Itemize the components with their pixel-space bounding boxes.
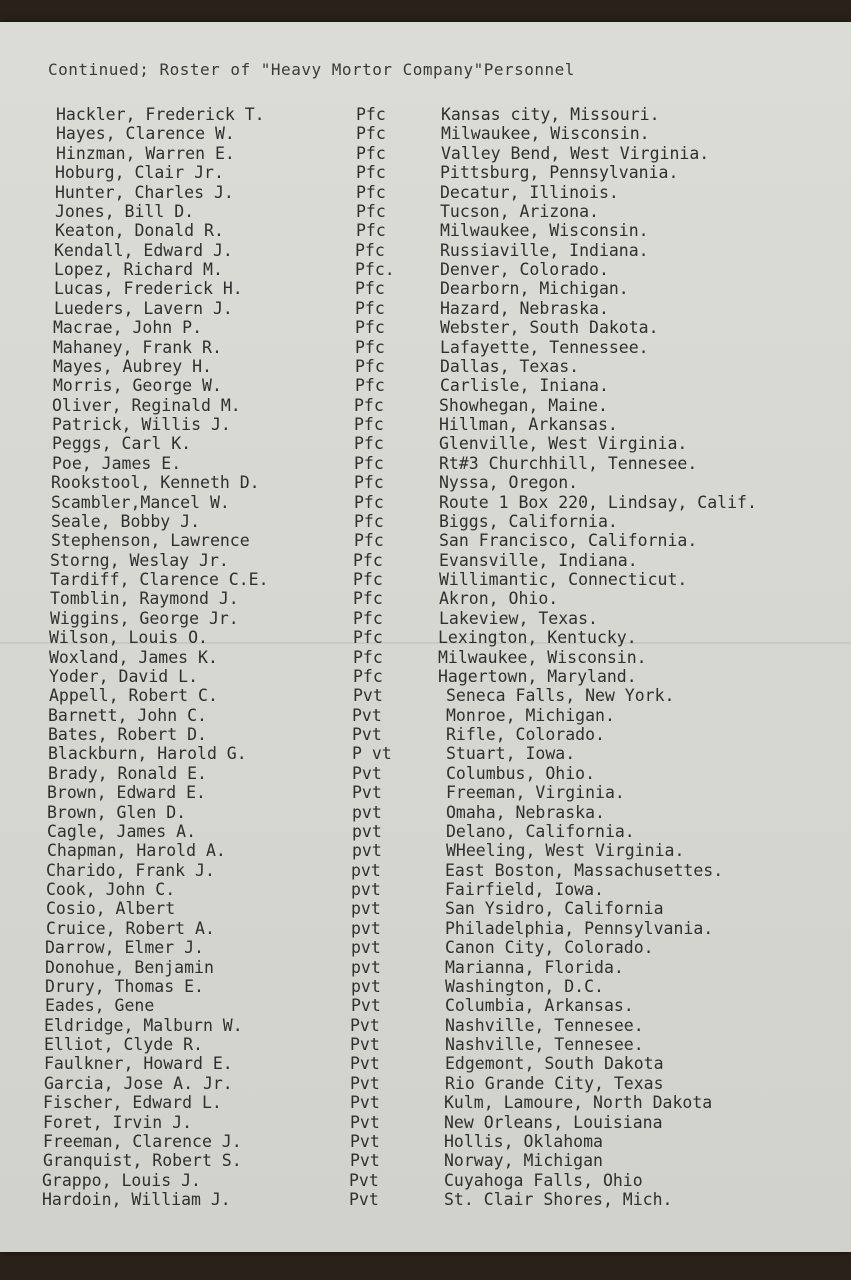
roster-row xyxy=(0,1151,851,1170)
roster-row xyxy=(0,919,851,938)
roster-rank: Pfc xyxy=(355,241,385,260)
roster-hometown: Tucson, Arizona. xyxy=(440,202,599,221)
roster-row xyxy=(0,357,851,376)
roster-rank: Pfc xyxy=(355,299,385,318)
roster-name: Tardiff, Clarence C.E. xyxy=(50,570,269,589)
roster-hometown: Dallas, Texas. xyxy=(440,357,580,376)
roster-row xyxy=(0,241,851,260)
roster-hometown: Rt#3 Churchhill, Tennesee. xyxy=(439,454,698,473)
roster-name: Granquist, Robert S. xyxy=(43,1151,242,1170)
roster-row xyxy=(0,163,851,182)
roster-name: Macrae, John P. xyxy=(53,318,203,337)
roster-name: Bates, Robert D. xyxy=(48,725,207,744)
roster-row xyxy=(0,144,851,163)
roster-rank: Pvt xyxy=(351,996,381,1015)
roster-name: Chapman, Harold A. xyxy=(47,841,226,860)
roster-hometown: Kansas city, Missouri. xyxy=(441,105,660,124)
roster-hometown: Cuyahoga Falls, Ohio xyxy=(444,1171,643,1190)
roster-hometown: Philadelphia, Pennsylvania. xyxy=(445,919,714,938)
roster-row xyxy=(0,841,851,860)
roster-hometown: Showhegan, Maine. xyxy=(439,396,608,415)
roster-row xyxy=(0,686,851,705)
roster-row xyxy=(0,493,851,512)
roster-name: Foret, Irvin J. xyxy=(43,1113,193,1132)
roster-name: Appell, Robert C. xyxy=(49,686,218,705)
roster-name: Hardoin, William J. xyxy=(42,1190,231,1209)
roster-hometown: Milwaukee, Wisconsin. xyxy=(441,124,650,143)
roster-name: Cosio, Albert xyxy=(46,899,176,918)
roster-rank: Pfc xyxy=(354,396,384,415)
roster-hometown: San Francisco, California. xyxy=(439,531,698,550)
roster-rank: Pfc xyxy=(353,589,383,608)
roster-hometown: Washington, D.C. xyxy=(445,977,604,996)
roster-row xyxy=(0,1016,851,1035)
roster-hometown: Nashville, Tennesee. xyxy=(445,1035,644,1054)
roster-name: Barnett, John C. xyxy=(48,706,207,725)
roster-rank: pvt xyxy=(352,822,382,841)
page-title: Continued; Roster of "Heavy Mortor Company"Personnel xyxy=(48,60,575,79)
roster-row xyxy=(0,260,851,279)
roster-rank: Pvt xyxy=(352,783,382,802)
roster-hometown: Route 1 Box 220, Lindsay, Calif. xyxy=(439,493,757,512)
roster-name: Yoder, David L. xyxy=(49,667,199,686)
roster-hometown: Lexington, Kentucky. xyxy=(438,628,637,647)
roster-name: Rookstool, Kenneth D. xyxy=(51,473,260,492)
roster-row xyxy=(0,396,851,415)
roster-rank: Pvt xyxy=(350,1074,380,1093)
roster-hometown: Nyssa, Oregon. xyxy=(439,473,579,492)
roster-name: Cagle, James A. xyxy=(47,822,197,841)
roster-hometown: Akron, Ohio. xyxy=(439,589,559,608)
roster-row xyxy=(0,551,851,570)
roster-name: Kendall, Edward J. xyxy=(54,241,233,260)
roster-rank: pvt xyxy=(351,938,381,957)
roster-name: Drury, Thomas E. xyxy=(45,977,204,996)
roster-row xyxy=(0,648,851,667)
roster-row xyxy=(0,124,851,143)
roster-hometown: Decatur, Illinois. xyxy=(440,183,619,202)
roster-name: Oliver, Reginald M. xyxy=(52,396,241,415)
roster-name: Hoburg, Clair Jr. xyxy=(55,163,224,182)
roster-name: Donohue, Benjamin xyxy=(45,958,214,977)
roster-row xyxy=(0,105,851,124)
roster-hometown: Evansville, Indiana. xyxy=(439,551,638,570)
roster-name: Lucas, Frederick H. xyxy=(54,279,243,298)
roster-row xyxy=(0,473,851,492)
roster-name: Charido, Frank J. xyxy=(46,861,215,880)
roster-rank: Pfc xyxy=(355,376,385,395)
roster-rank: Pfc xyxy=(356,144,386,163)
roster-name: Eldridge, Malburn W. xyxy=(44,1016,243,1035)
roster-name: Garcia, Jose A. Jr. xyxy=(44,1074,233,1093)
roster-name: Tomblin, Raymond J. xyxy=(50,589,239,608)
roster-rank: Pfc xyxy=(355,279,385,298)
roster-name: Poe, James E. xyxy=(52,454,182,473)
roster-row xyxy=(0,1132,851,1151)
roster-hometown: Monroe, Michigan. xyxy=(446,706,615,725)
roster-row xyxy=(0,744,851,763)
roster-row xyxy=(0,958,851,977)
roster-row xyxy=(0,1035,851,1054)
roster-row xyxy=(0,803,851,822)
roster-rank: pvt xyxy=(351,880,381,899)
roster-rank: pvt xyxy=(352,841,382,860)
roster-row xyxy=(0,880,851,899)
roster-hometown: Fairfield, Iowa. xyxy=(445,880,604,899)
roster-hometown: Omaha, Nebraska. xyxy=(446,803,605,822)
roster-row xyxy=(0,531,851,550)
roster-rank: Pfc xyxy=(356,124,386,143)
roster-row xyxy=(0,1190,851,1209)
roster-row xyxy=(0,996,851,1015)
roster-row xyxy=(0,454,851,473)
roster-rank: Pfc xyxy=(354,512,384,531)
roster-rank: Pfc xyxy=(356,202,386,221)
roster-row xyxy=(0,338,851,357)
roster-rank: Pfc xyxy=(354,415,384,434)
roster-name: Storng, Weslay Jr. xyxy=(50,551,229,570)
roster-name: Mayes, Aubrey H. xyxy=(53,357,212,376)
roster-hometown: Rifle, Colorado. xyxy=(446,725,605,744)
roster-rank: Pfc xyxy=(356,163,386,182)
roster-row xyxy=(0,1054,851,1073)
roster-rank: Pvt xyxy=(349,1190,379,1209)
roster-row xyxy=(0,299,851,318)
roster-hometown: Biggs, California. xyxy=(439,512,618,531)
roster-hometown: Seneca Falls, New York. xyxy=(446,686,675,705)
roster-row xyxy=(0,279,851,298)
roster-row xyxy=(0,1113,851,1132)
roster-row xyxy=(0,977,851,996)
roster-hometown: Nashville, Tennesee. xyxy=(445,1016,644,1035)
roster-hometown: Milwaukee, Wisconsin. xyxy=(440,221,649,240)
roster-hometown: Canon City, Colorado. xyxy=(445,938,654,957)
roster-name: Stephenson, Lawrence xyxy=(51,531,250,550)
roster-name: Mahaney, Frank R. xyxy=(53,338,222,357)
roster-row xyxy=(0,667,851,686)
roster-row xyxy=(0,1093,851,1112)
roster-hometown: Lafayette, Tennessee. xyxy=(440,338,649,357)
roster-rank: Pvt xyxy=(353,686,383,705)
roster-name: Cook, John C. xyxy=(46,880,176,899)
roster-hometown: East Boston, Massachusettes. xyxy=(445,861,724,880)
roster-hometown: Willimantic, Connecticut. xyxy=(439,570,688,589)
roster-name: Brady, Ronald E. xyxy=(48,764,207,783)
roster-hometown: Lakeview, Texas. xyxy=(439,609,598,628)
roster-hometown: Hillman, Arkansas. xyxy=(439,415,618,434)
roster-hometown: Glenville, West Virginia. xyxy=(439,434,688,453)
roster-rank: Pvt xyxy=(349,1171,379,1190)
roster-row xyxy=(0,609,851,628)
roster-hometown: Columbia, Arkansas. xyxy=(445,996,634,1015)
roster-rank: Pfc xyxy=(356,183,386,202)
roster-hometown: Stuart, Iowa. xyxy=(446,744,576,763)
roster-row xyxy=(0,376,851,395)
roster-rank: Pfc xyxy=(353,609,383,628)
roster-hometown: Russiaville, Indiana. xyxy=(440,241,649,260)
roster-rank: Pfc xyxy=(353,648,383,667)
roster-row xyxy=(0,861,851,880)
roster-name: Keaton, Donald R. xyxy=(55,221,224,240)
roster-rank: Pfc xyxy=(353,667,383,686)
roster-hometown: Hollis, Oklahoma xyxy=(444,1132,603,1151)
roster-name: Peggs, Carl K. xyxy=(52,434,192,453)
roster-row xyxy=(0,725,851,744)
roster-name: Scambler,Mancel W. xyxy=(51,493,230,512)
roster-hometown: New Orleans, Louisiana xyxy=(444,1113,663,1132)
roster-row xyxy=(0,183,851,202)
roster-name: Faulkner, Howard E. xyxy=(44,1054,233,1073)
roster-row xyxy=(0,512,851,531)
roster-hometown: Kulm, Lamoure, North Dakota xyxy=(444,1093,713,1112)
roster-name: Freeman, Clarence J. xyxy=(43,1132,242,1151)
roster-rank: pvt xyxy=(352,803,382,822)
roster-name: Lueders, Lavern J. xyxy=(54,299,233,318)
roster-row xyxy=(0,1074,851,1093)
roster-row xyxy=(0,938,851,957)
roster-hometown: Delano, California. xyxy=(446,822,635,841)
roster-hometown: Marianna, Florida. xyxy=(445,958,624,977)
roster-hometown: Edgemont, South Dakota xyxy=(445,1054,664,1073)
roster-row xyxy=(0,318,851,337)
roster-name: Cruice, Robert A. xyxy=(46,919,215,938)
roster-rank: Pfc xyxy=(353,570,383,589)
roster-rank: Pfc xyxy=(353,628,383,647)
roster-rank: Pvt xyxy=(350,1054,380,1073)
roster-rank: Pvt xyxy=(350,1132,380,1151)
roster-name: Blackburn, Harold G. xyxy=(48,744,247,763)
roster-name: Fischer, Edward L. xyxy=(43,1093,222,1112)
roster-hometown: Rio Grande City, Texas xyxy=(445,1074,664,1093)
roster-row xyxy=(0,764,851,783)
roster-rank: Pvt xyxy=(352,706,382,725)
roster-rank: Pvt xyxy=(350,1035,380,1054)
roster-rank: pvt xyxy=(351,958,381,977)
roster-rank: Pfc xyxy=(356,105,386,124)
roster-hometown: Webster, South Dakota. xyxy=(440,318,659,337)
roster-row xyxy=(0,706,851,725)
roster-rank: Pfc xyxy=(354,531,384,550)
roster-name: Morris, George W. xyxy=(53,376,222,395)
roster-rank: Pvt xyxy=(350,1151,380,1170)
roster-row xyxy=(0,415,851,434)
roster-rank: Pfc xyxy=(354,454,384,473)
roster-rank: Pvt xyxy=(352,725,382,744)
roster-name: Woxland, James K. xyxy=(49,648,218,667)
roster-name: Hackler, Frederick T. xyxy=(56,105,265,124)
roster-hometown: Columbus, Ohio. xyxy=(446,764,596,783)
roster-rank: Pfc. xyxy=(355,260,395,279)
roster-row xyxy=(0,589,851,608)
roster-name: Seale, Bobby J. xyxy=(51,512,201,531)
roster-row xyxy=(0,822,851,841)
roster-rank: Pfc xyxy=(355,338,385,357)
roster-rank: Pvt xyxy=(352,764,382,783)
roster-hometown: Dearborn, Michigan. xyxy=(440,279,629,298)
roster-name: Eades, Gene xyxy=(45,996,155,1015)
roster-rank: Pfc xyxy=(355,318,385,337)
roster-row xyxy=(0,899,851,918)
roster-hometown: Milwaukee, Wisconsin. xyxy=(438,648,647,667)
roster-name: Hayes, Clarence W. xyxy=(56,124,235,143)
roster-hometown: WHeeling, West Virginia. xyxy=(446,841,685,860)
roster-name: Brown, Edward E. xyxy=(47,783,206,802)
roster-row xyxy=(0,221,851,240)
roster-name: Wiggins, George Jr. xyxy=(50,609,239,628)
roster-name: Jones, Bill D. xyxy=(55,202,195,221)
roster-hometown: Freeman, Virginia. xyxy=(446,783,625,802)
roster-hometown: Valley Bend, West Virginia. xyxy=(441,144,710,163)
roster-rank: Pfc xyxy=(354,473,384,492)
roster-name: Darrow, Elmer J. xyxy=(45,938,204,957)
roster-rank: pvt xyxy=(351,899,381,918)
roster-name: Grappo, Louis J. xyxy=(42,1171,201,1190)
roster-row xyxy=(0,434,851,453)
roster-name: Hinzman, Warren E. xyxy=(56,144,235,163)
roster-hometown: Carlisle, Iniana. xyxy=(440,376,609,395)
roster-hometown: San Ysidro, California xyxy=(445,899,664,918)
roster-rank: Pvt xyxy=(350,1016,380,1035)
roster-hometown: St. Clair Shores, Mich. xyxy=(444,1190,673,1209)
roster-rank: pvt xyxy=(351,861,381,880)
roster-hometown: Pittsburg, Pennsylvania. xyxy=(440,163,679,182)
roster-rank: Pfc xyxy=(356,221,386,240)
roster-name: Patrick, Willis J. xyxy=(52,415,231,434)
roster-hometown: Denver, Colorado. xyxy=(440,260,609,279)
roster-row xyxy=(0,202,851,221)
roster-row xyxy=(0,1171,851,1190)
roster-name: Wilson, Louis O. xyxy=(49,628,208,647)
roster-row xyxy=(0,783,851,802)
roster-name: Brown, Glen D. xyxy=(47,803,187,822)
roster-rank: Pfc xyxy=(354,434,384,453)
roster-rank: Pfc xyxy=(355,357,385,376)
roster-row xyxy=(0,628,851,647)
roster-hometown: Hagertown, Maryland. xyxy=(438,667,637,686)
roster-rank: Pfc xyxy=(354,493,384,512)
roster-rank: Pfc xyxy=(353,551,383,570)
roster-hometown: Hazard, Nebraska. xyxy=(440,299,609,318)
roster-rank: pvt xyxy=(351,977,381,996)
roster-rank: Pvt xyxy=(350,1113,380,1132)
roster-hometown: Norway, Michigan xyxy=(444,1151,603,1170)
roster-rank: pvt xyxy=(351,919,381,938)
roster-row xyxy=(0,570,851,589)
roster-rank: P vt xyxy=(352,744,392,763)
roster-rank: Pvt xyxy=(350,1093,380,1112)
roster-name: Hunter, Charles J. xyxy=(55,183,234,202)
roster-name: Lopez, Richard M. xyxy=(54,260,223,279)
roster-name: Elliot, Clyde R. xyxy=(44,1035,203,1054)
